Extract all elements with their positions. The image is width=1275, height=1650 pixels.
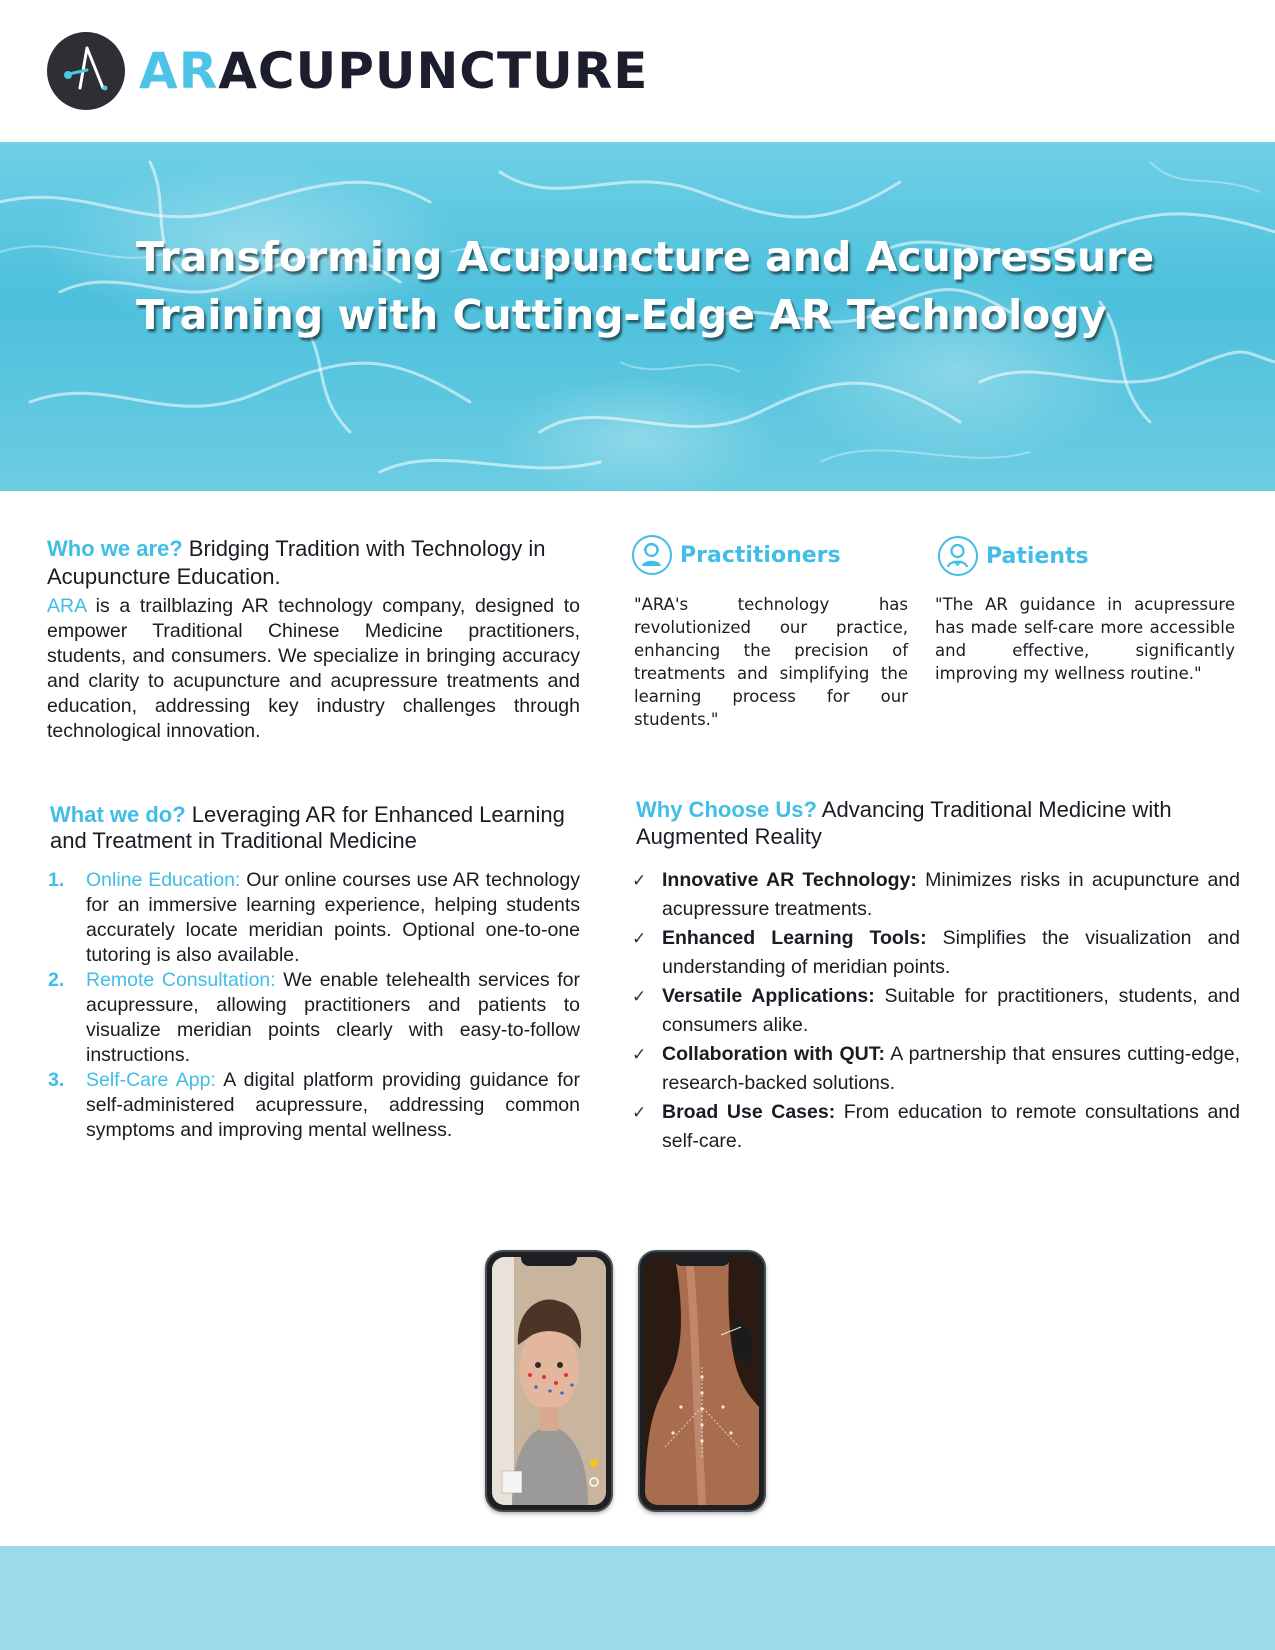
face-ar-screen [492, 1257, 606, 1505]
list-item-title: Enhanced Learning Tools: [662, 927, 927, 949]
practitioner-icon [632, 535, 672, 575]
list-item [48, 1068, 580, 1143]
who-heading-accent: Who we are? [47, 536, 183, 561]
list-item-title: Innovative AR Technology: [662, 869, 917, 891]
brand-wordmark [139, 42, 649, 100]
who-body-text: is a trailblazing AR technology company, designed to empower Traditional Chinese Medicine practitioners, students, and consumers. We specialize in bringing accuracy and clarity to acupuncture and acupressure treatments and education, addressing key industry challenges through technological innovation. [47, 595, 580, 742]
check-icon: ✓ [632, 1103, 647, 1122]
what-heading-text: Leveraging AR for Enhanced Learning and Treatment in Traditional Medicine [50, 802, 565, 853]
patients-quote: "The AR guidance in acupressure has made self-care more accessible and effective, significantly improving my wellness routine." [935, 595, 1235, 683]
phone-notch [674, 1256, 730, 1266]
neck-ar-screen [645, 1257, 759, 1505]
hero-banner [0, 142, 1275, 491]
neck-ar-illustration [645, 1257, 759, 1505]
who-heading [47, 535, 587, 591]
list-item-title: Broad Use Cases: [662, 1101, 836, 1123]
practitioners-label: Practitioners [680, 542, 841, 568]
brand-header [47, 32, 648, 110]
list-number: 3. [48, 1069, 65, 1091]
list-item-text: Minimizes risks in acupuncture and acupressure treatments. [662, 869, 1240, 920]
face-ar-illustration [492, 1257, 606, 1505]
patients-title [938, 536, 1089, 576]
list-item-text: From education to remote consultations and self-care. [662, 1101, 1240, 1152]
list-item-text: Simplifies the visualization and understanding of meridian points. [662, 927, 1240, 978]
check-icon: ✓ [632, 987, 647, 1006]
why-heading-text: Advancing Traditional Medicine with Augmented Reality [636, 797, 1172, 849]
needle-logo-icon [47, 32, 125, 110]
list-item-title: Self-Care App: [86, 1069, 216, 1091]
check-icon: ✓ [632, 1045, 647, 1064]
list-item [632, 1040, 1240, 1098]
hero-title [136, 228, 1196, 344]
phone-mockup-neck-ar [638, 1250, 766, 1512]
list-item [632, 924, 1240, 982]
phone-notch [521, 1256, 577, 1266]
practitioners-title [632, 535, 841, 575]
benefits-list [632, 866, 1240, 1156]
list-item-text: Our online courses use AR technology for an immersive learning experience, helping students accurately locate meridian points. Optional one-to-one tutoring is also available. [86, 869, 580, 966]
who-body-accent: ARA [47, 595, 87, 617]
list-item-text: A digital platform providing guidance for self-administered acupressure, addressing common symptoms and improving mental wellness. [86, 1069, 580, 1141]
why-heading [636, 796, 1176, 850]
list-item-title: Versatile Applications: [662, 985, 875, 1007]
practitioners-quote: "ARA's technology has revolutionized our practice, enhancing the precision of treatments and simplifying the learning process for our students." [634, 595, 908, 729]
list-item-text: Suitable for practitioners, students, and consumers alike. [662, 985, 1240, 1036]
list-number: 2. [48, 969, 65, 991]
list-item-text: We enable telehealth services for acupressure, allowing practitioners and patients to visualize meridian points clearly with easy-to-follow instructions. [86, 969, 580, 1066]
what-heading [50, 802, 570, 854]
who-body [47, 594, 580, 744]
brand-acupuncture: ACUPUNCTURE [218, 42, 649, 100]
check-icon: ✓ [632, 871, 647, 890]
patient-icon [938, 536, 978, 576]
list-item-title: Collaboration with QUT: [662, 1043, 885, 1065]
phone-mockup-face-ar [485, 1250, 613, 1512]
footer-band [0, 1546, 1275, 1650]
hero-title-line1: Transforming Acupuncture and Acupressure [136, 233, 1155, 281]
list-item-title: Online Education: [86, 869, 241, 891]
list-item [48, 868, 580, 968]
list-item-text: A partnership that ensures cutting-edge, research-backed solutions. [662, 1043, 1240, 1094]
list-item-title: Remote Consultation: [86, 969, 276, 991]
check-icon: ✓ [632, 929, 647, 948]
why-heading-accent: Why Choose Us? [636, 797, 817, 822]
list-item [632, 982, 1240, 1040]
services-list [48, 868, 580, 1143]
list-item [632, 866, 1240, 924]
hero-title-line2: Training with Cutting-Edge AR Technology [136, 291, 1107, 339]
list-item [48, 968, 580, 1068]
who-heading-text: Bridging Tradition with Technology in Acupuncture Education. [47, 536, 546, 589]
list-item [632, 1098, 1240, 1156]
brand-ar: AR [139, 42, 219, 100]
patients-label: Patients [986, 543, 1089, 569]
list-number: 1. [48, 869, 65, 891]
what-heading-accent: What we do? [50, 802, 186, 827]
